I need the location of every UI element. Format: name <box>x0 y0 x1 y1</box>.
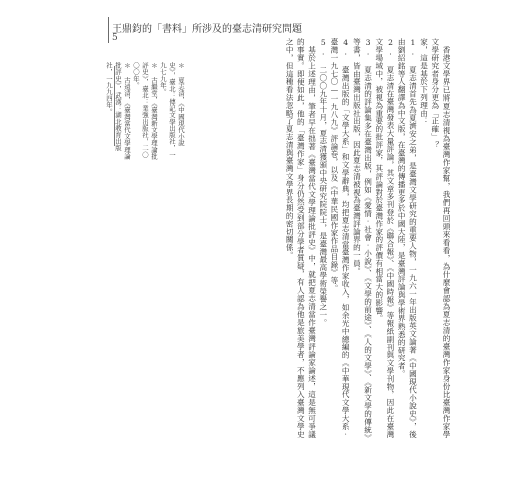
list-item: 5. 二〇〇九年十月，夏志清獲頒中央研究院院士，是臺灣最高學術榮譽之一。 <box>318 38 328 327</box>
footnote: ＊ 夏志清，《中國現代小說史》，臺北：傳記文學出版社，一九七九年。 <box>159 62 185 158</box>
footnotes <box>104 62 185 162</box>
footnote: ＊ 古遠清，《臺灣當代文學理論批評史》，武漢：湖北教育出版社，一九九四年。 <box>105 62 131 160</box>
list-item: 2. 夏志清在臺灣發表大量評論，其文章多刊登於《聯合報》、《中國時報》等報紙副刊與文學刊物，因此在臺灣文學場域中，被視為重要的批評家，其評論對於臺灣作家的評價有相當大的影響。 <box>374 38 395 438</box>
list-item: 4. 臺灣出版的「文學大系」和文學辭典，均把夏志清當臺灣作家收入，如余光中總編的《中華現代文學大系‧臺灣一九七〇—一九八九》評論卷，以及《中華民國作家作品目錄》等。 <box>329 38 351 438</box>
main-body-text <box>284 38 452 438</box>
header-rule <box>108 17 109 43</box>
body-paragraph: 家，這是基於下列理由： <box>419 38 429 125</box>
list-item: 3. 夏志清的評論集多在臺灣出版，例如《愛情‧社會‧小說》、《文學的前途》、《人的文學》、《新文學的傳統》等書，皆由臺灣出版社出版，因此夏志清被視為臺灣評論界的一員。 <box>352 38 373 438</box>
running-header-title: 王鼎鈞的「書料」所涉及的臺志清研究問題 <box>112 24 302 35</box>
page-number: 5 <box>112 33 118 43</box>
body-paragraph: 基於上述理由，筆者早在拙著《臺灣當代文學理論批評史》中，就把夏志清當作臺灣評論家論述，這是無可爭議的事實。即便如此，他的「臺灣作家」身分仍然受到部分學者質疑，有人認為他是旅美學者，不應列入臺灣文學史之中，但這種看法忽略了夏志清與臺灣文學界長期的密切關係。 <box>285 38 317 438</box>
list-item: 1. 夏志清首先為夏濟安之弟，是臺灣文學研究的重要人物，一九六一年出版英文論著《中國現代小說史》，後由劉紹銘等人翻譯為中文版，在臺灣的傳播更多於中國大陸，是臺灣評論與學術界熟悉的研究者。 <box>397 38 418 438</box>
footnote: ＊ 古繼堂，《臺灣新文學理論批評史》，臺北：業強出版社，二〇〇〇年。 <box>132 62 158 160</box>
body-paragraph: 香港文學界已將夏志清視為臺灣作家幫，我們再回頭來看看，為什麼會認為夏志清的臺灣作家身份比臺灣作家學文學研究者身分更為「正確」？ <box>430 38 451 438</box>
